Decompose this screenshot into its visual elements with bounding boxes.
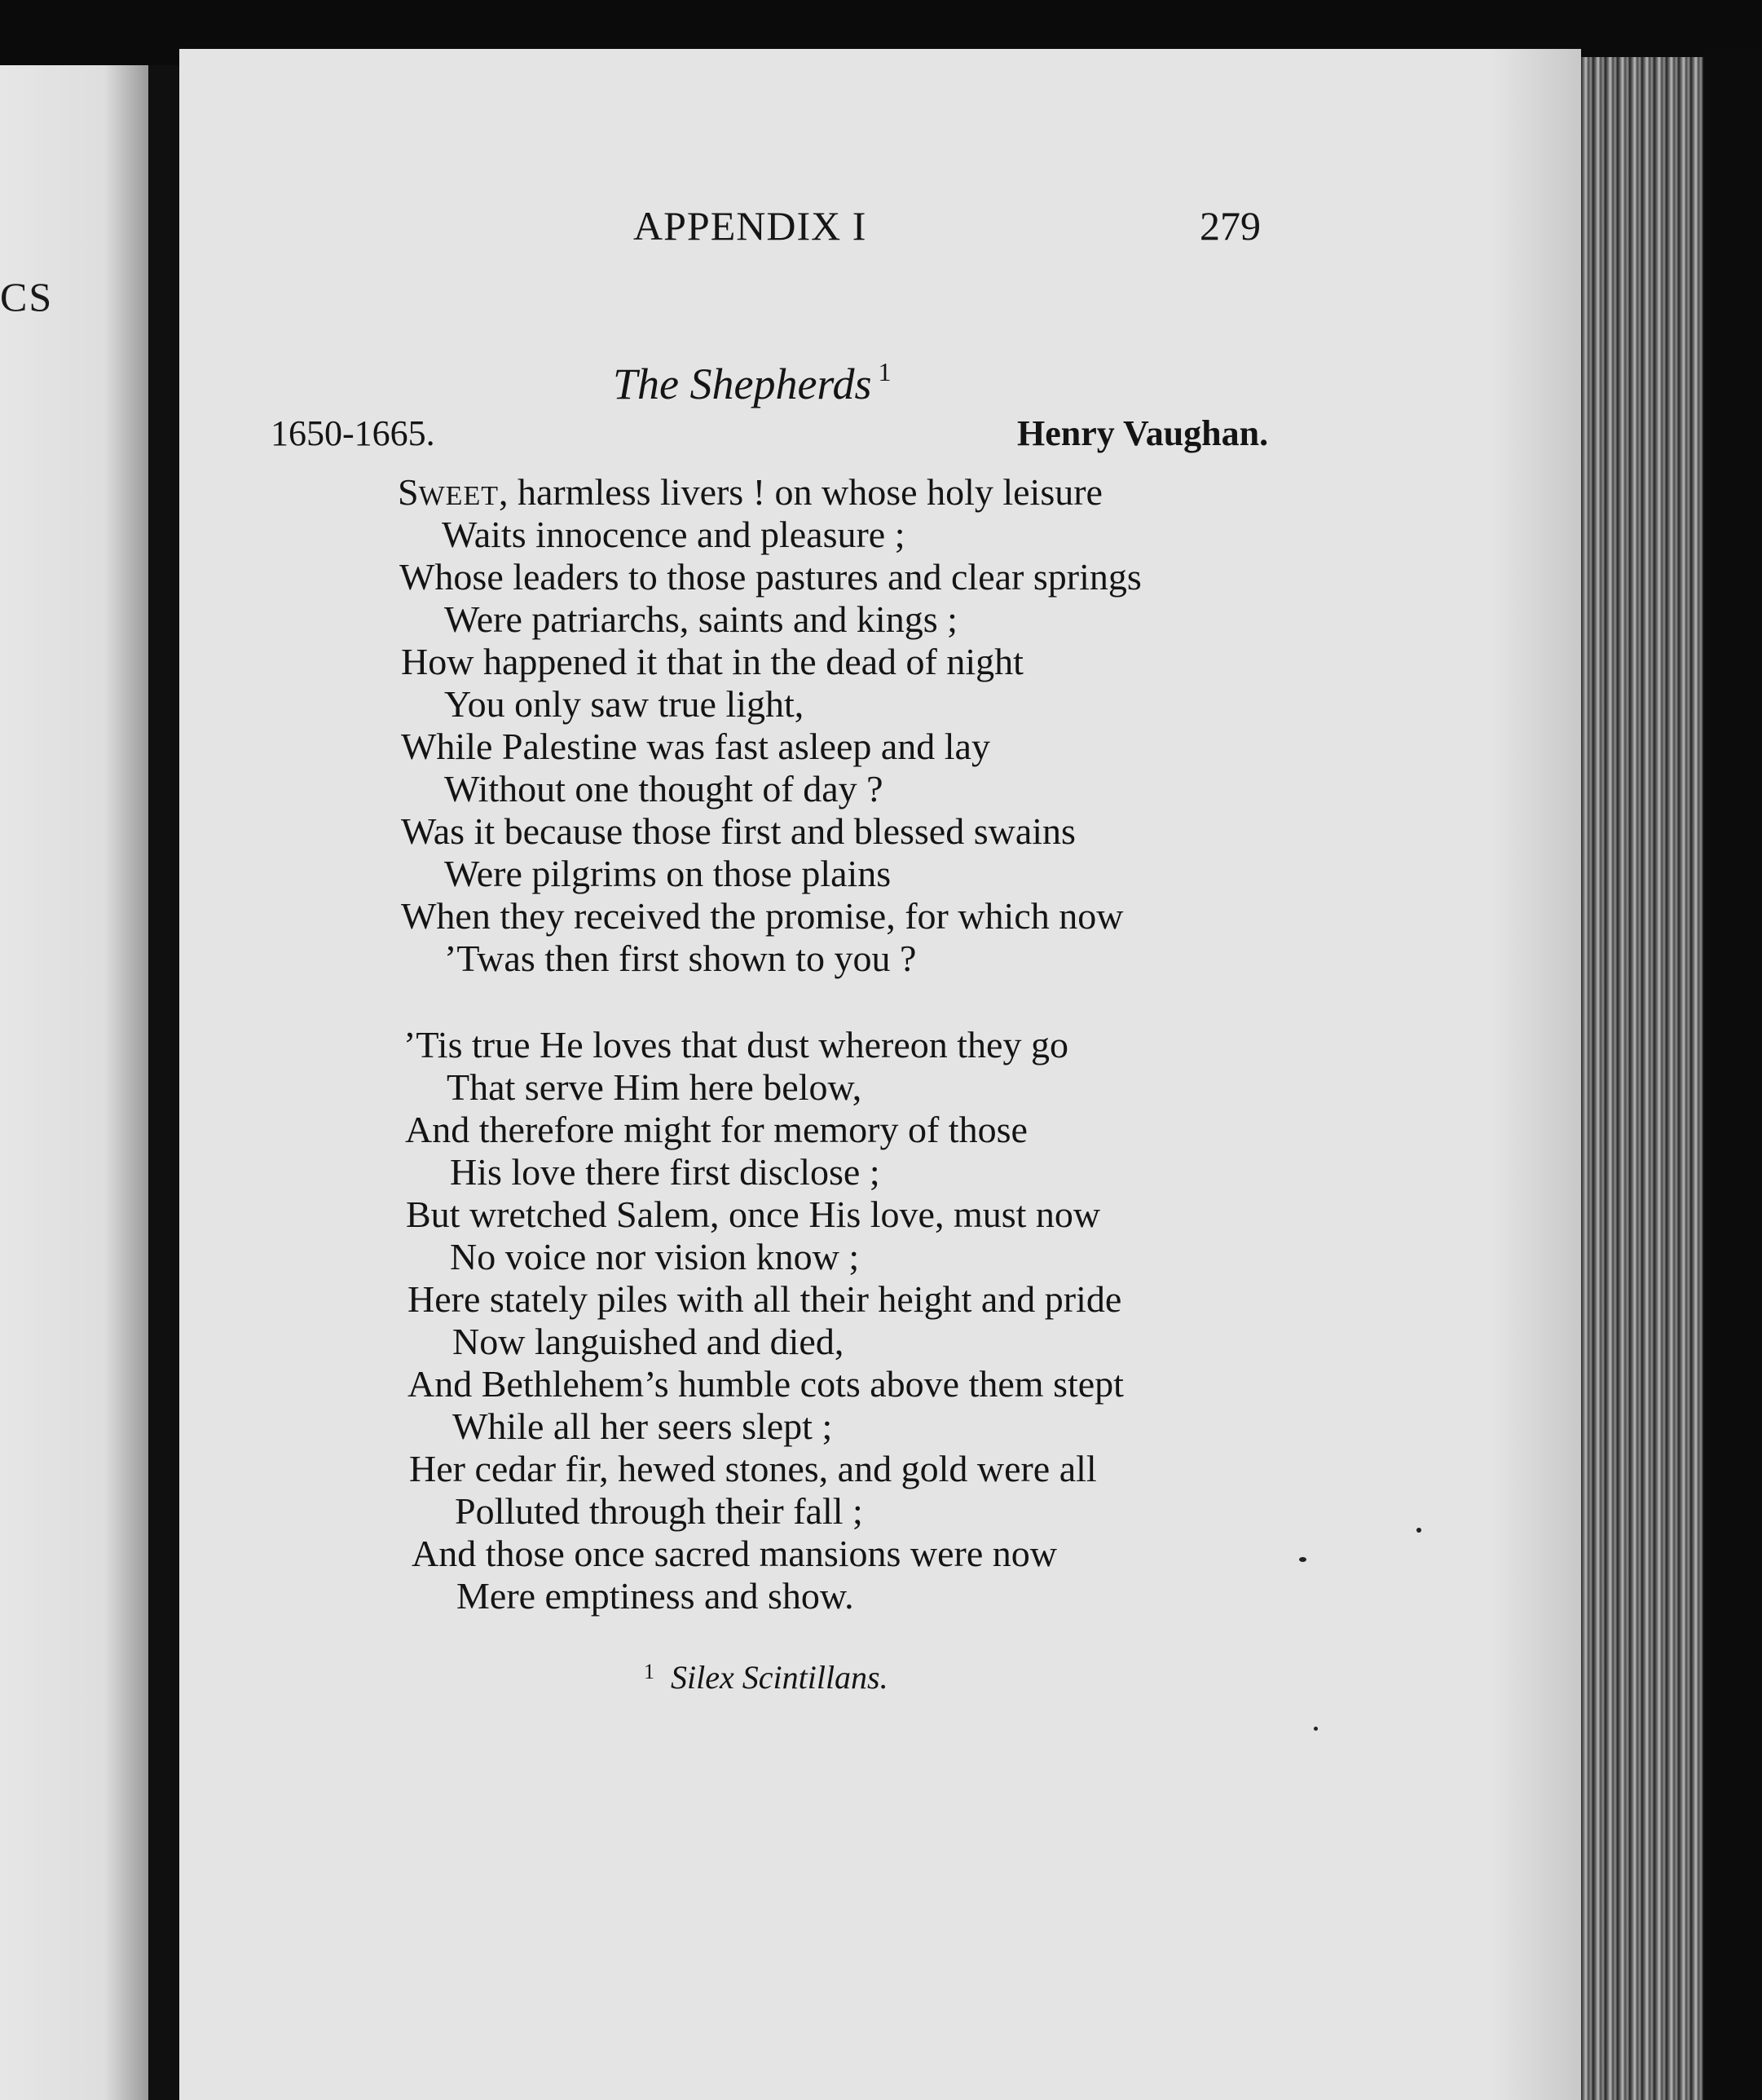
footnote bbox=[644, 1658, 888, 1696]
poem-line: Polluted through their fall ; bbox=[455, 1490, 863, 1532]
poem-line: And Bethlehem’s humble cots above them stept bbox=[407, 1363, 1124, 1405]
footnote-marker: 1 bbox=[878, 357, 892, 386]
page-number: 279 bbox=[1200, 203, 1261, 249]
scan-top-border bbox=[148, 0, 1762, 51]
poem-line bbox=[398, 471, 1103, 518]
poem-line: His love there first disclose ; bbox=[450, 1151, 880, 1193]
poem-line: When they received the promise, for which now bbox=[401, 895, 1124, 937]
first-line-rest: , harmless livers ! on whose holy leisure bbox=[499, 471, 1103, 513]
footnote-number: 1 bbox=[644, 1660, 654, 1683]
scan-speck bbox=[1314, 1727, 1318, 1731]
book-gutter bbox=[148, 65, 179, 2100]
poem-line: ’Twas then first shown to you ? bbox=[444, 938, 917, 979]
poem-line: And therefore might for memory of those bbox=[405, 1109, 1028, 1150]
left-page bbox=[0, 65, 148, 2100]
poem-line: That serve Him here below, bbox=[447, 1066, 862, 1108]
poem-title bbox=[613, 357, 891, 409]
poem-line: Were patriarchs, saints and kings ; bbox=[444, 598, 958, 640]
scan-right-border bbox=[1703, 49, 1762, 2100]
poem-line: No voice nor vision know ; bbox=[450, 1236, 860, 1277]
poem-line: Waits innocence and pleasure ; bbox=[442, 514, 905, 555]
poem-line: While Palestine was fast asleep and lay bbox=[401, 726, 990, 767]
poem-line: And those once sacred mansions were now bbox=[412, 1533, 1057, 1574]
poem-line: How happened it that in the dead of night bbox=[401, 641, 1024, 682]
poem-line: Mere emptiness and show. bbox=[456, 1575, 854, 1617]
footnote-text: Silex Scintillans. bbox=[671, 1659, 888, 1696]
poem-line: Without one thought of day ? bbox=[444, 768, 883, 810]
poem-line: Here stately piles with all their height and pride bbox=[407, 1278, 1122, 1320]
poem-line: ’Tis true He loves that dust whereon they go bbox=[403, 1024, 1068, 1065]
poem-line: But wretched Salem, once His love, must now bbox=[406, 1193, 1101, 1235]
running-head: APPENDIX I bbox=[633, 203, 867, 249]
first-word-smallcaps: WEET bbox=[418, 481, 499, 511]
poem-line: Was it because those first and blessed swains bbox=[401, 810, 1076, 852]
poem-line: You only saw true light, bbox=[444, 683, 804, 725]
poem-line: Now languished and died, bbox=[452, 1321, 844, 1362]
scan-speck bbox=[1416, 1528, 1421, 1533]
page-edge-shadow bbox=[1491, 49, 1581, 2100]
poem-line: Were pilgrims on those plains bbox=[444, 853, 892, 894]
first-word-capital: S bbox=[398, 471, 419, 513]
poem-title-text: The Shepherds bbox=[613, 360, 872, 408]
scan-speck bbox=[1299, 1557, 1306, 1562]
poem-author: Henry Vaughan. bbox=[1017, 413, 1269, 453]
poem-line: Whose leaders to those pastures and clear springs bbox=[399, 556, 1142, 598]
poem-line: While all her seers slept ; bbox=[452, 1405, 833, 1447]
poem-line: Her cedar fir, hewed stones, and gold were all bbox=[409, 1448, 1097, 1489]
left-page-running-head-fragment: CS bbox=[0, 274, 54, 320]
poem-date-range: 1650-1665. bbox=[271, 413, 435, 453]
